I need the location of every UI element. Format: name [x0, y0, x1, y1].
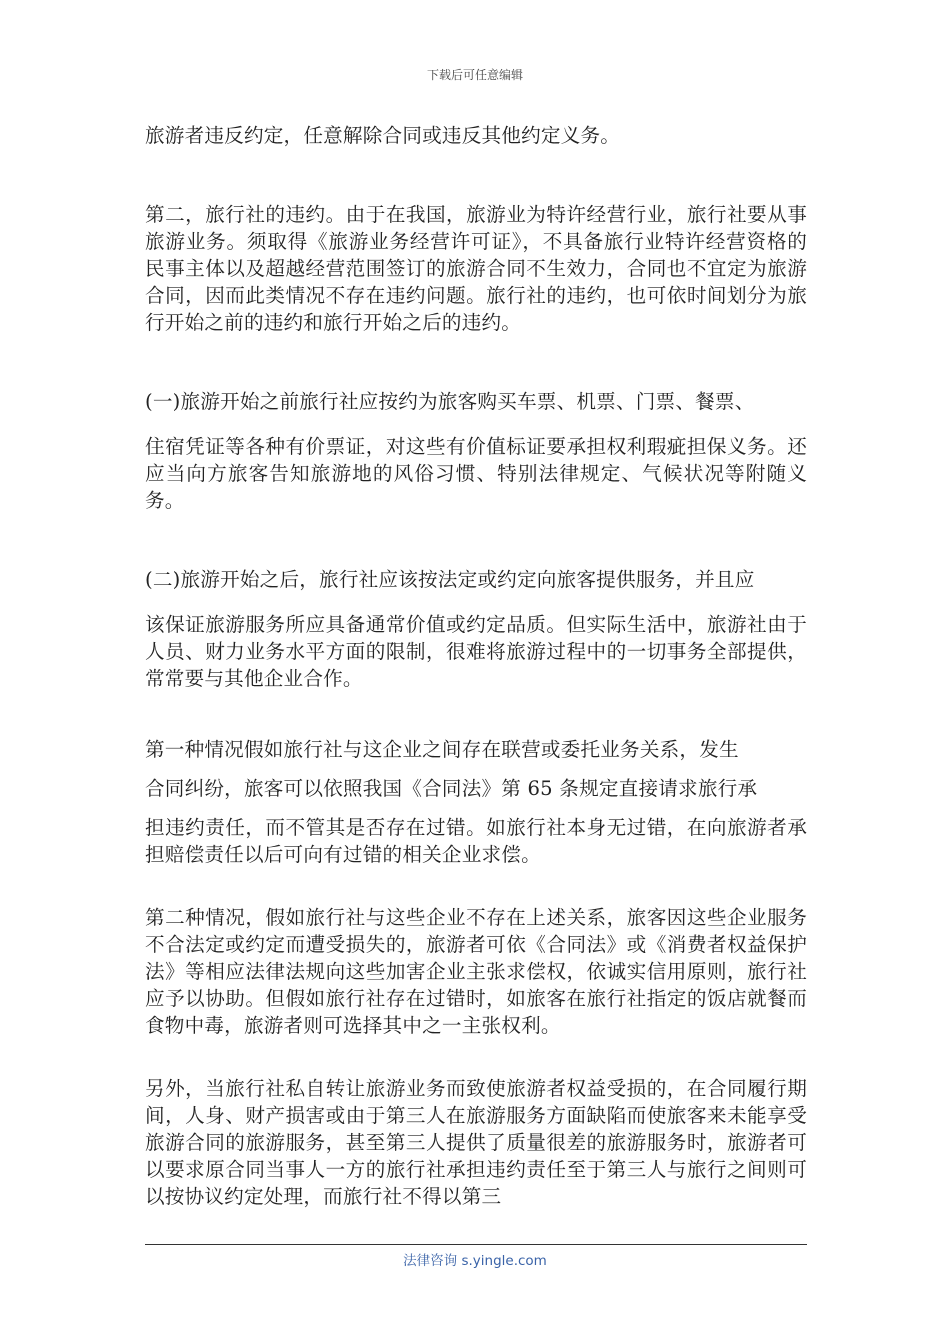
document-body	[145, 122, 807, 1210]
paragraph-7: 第一种情况假如旅行社与这企业之间存在联营或委托业务关系，发生	[145, 738, 739, 761]
paragraph-1: 旅游者违反约定，任意解除合同或违反其他约定义务。	[145, 124, 621, 147]
page-header: 下载后可任意编辑	[426, 68, 523, 82]
paragraph-2: 第二，旅行社的违约。由于在我国，旅游业为特许经营行业，旅行社要从事旅游业务。须取得《旅游业务经营许可证》，不具备旅行业特许经营资格的民事主体以及超越经营范围签订的旅游合同不生效力，合同也不宜定为旅游合同，因而此类情况不存在违约问题。旅行社的违约，也可依时间划分为旅行开始之前的违约和旅行开始之后的违约。	[145, 203, 807, 334]
paragraph-10: 第二种情况，假如旅行社与这些企业不存在上述关系，旅客因这些企业服务不合法定或约定而遭受损失的，旅游者可依《合同法》或《消费者权益保护法》等相应法律法规向这些加害企业主张求偿权，依诚实信用原则，旅行社应予以协助。但假如旅行社存在过错时，如旅客在旅行社指定的饭店就餐而食物中毒，旅游者则可选择其中之一主张权利。	[145, 906, 807, 1037]
paragraph-6: 该保证旅游服务所应具备通常价值或约定品质。但实际生活中，旅游社由于人员、财力业务水平方面的限制，很难将旅游过程中的一切事务全部提供，常常要与其他企业合作。	[145, 613, 807, 690]
paragraph-5: (二)旅游开始之后，旅行社应该按法定或约定向旅客提供服务，并且应	[145, 568, 755, 591]
paragraph-11: 另外，当旅行社私自转让旅游业务而致使旅游者权益受损的，在合同履行期间，人身、财产损害或由于第三人在旅游服务方面缺陷而使旅客来未能享受旅游合同的旅游服务，甚至第三人提供了质量很差的旅游服务时，旅游者可以要求原合同当事人一方的旅行社承担违约责任至于第三人与旅行之间则可以按协议约定处理，而旅行社不得以第三	[145, 1077, 807, 1208]
paragraph-3: (一)旅游开始之前旅行社应按约为旅客购买车票、机票、门票、餐票、	[145, 390, 755, 413]
footer-link[interactable]: 法律咨询 s.yingle.com	[403, 1253, 547, 1269]
paragraph-8: 合同纠纷，旅客可以依照我国《合同法》第 65 条规定直接请求旅行承	[145, 777, 758, 800]
paragraph-4: 住宿凭证等各种有价票证，对这些有价值标证要承担权利瑕疵担保义务。还应当向方旅客告知旅游地的风俗习惯、特别法律规定、气候状况等附随义务。	[145, 435, 807, 512]
footer-divider	[145, 1244, 807, 1245]
paragraph-9: 担违约责任，而不管其是否存在过错。如旅行社本身无过错，在向旅游者承担赔偿责任以后可向有过错的相关企业求偿。	[145, 816, 807, 866]
